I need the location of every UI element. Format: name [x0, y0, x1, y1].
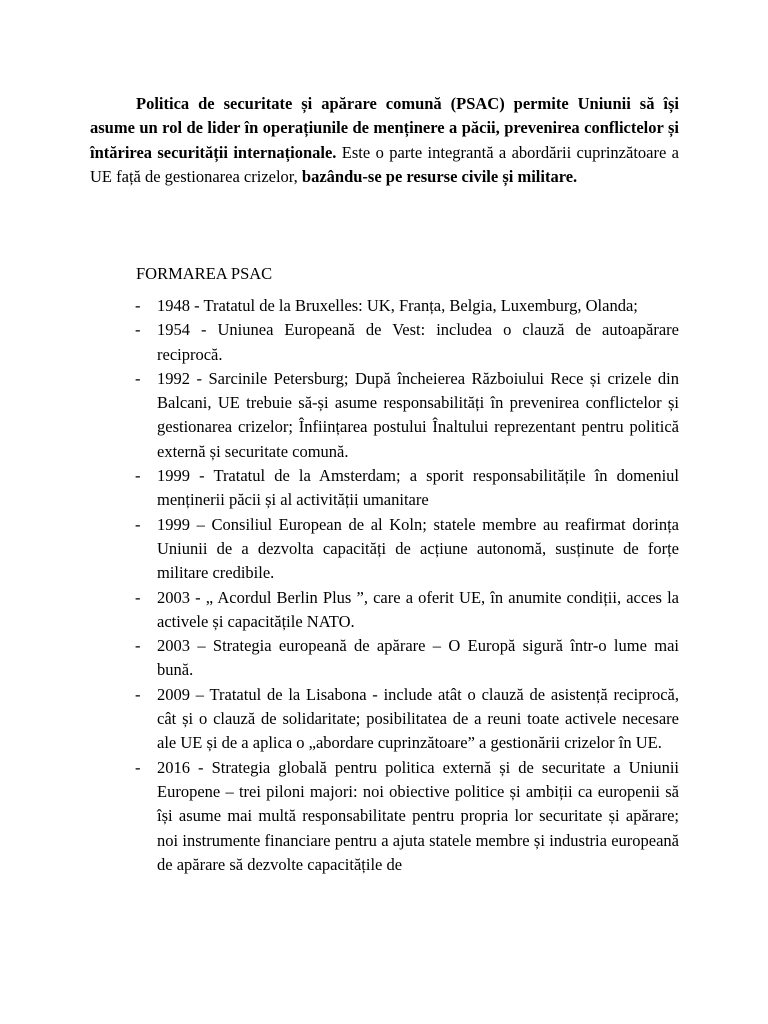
- list-item-text: 1999 - Tratatul de la Amsterdam; a sporit responsabilitățile în domeniul menținerii păcii și al activității umanitare: [157, 466, 679, 510]
- list-item-text: 2016 - Strategia globală pentru politica externă și de securitate a Uniunii Europene – trei piloni majori: noi obiective politice și ambiții ca europenii să își asume mai multă responsabilitate pentru propria lor securitate și apărare; noi instrumente financiare pentru a ajuta statele membre și industria europeană de apărare să dezvolte capacitățile de: [157, 757, 679, 874]
- list-bullet: -: [135, 368, 141, 388]
- intro-paragraph: [90, 92, 679, 189]
- list-bullet: -: [135, 757, 141, 777]
- list-item: [90, 294, 679, 318]
- intro-bold-lead: Politica de securitate și apărare comună (PSAC) permite Uniunii să își asume un rol de lider în operațiunile de menținere a păcii, prevenirea conflictelor și întărirea securității internaționale.: [90, 94, 679, 162]
- list-item: [90, 683, 679, 756]
- list-item-text: 1954 - Uniunea Europeană de Vest: includea o clauză de autoapărare reciprocă.: [157, 320, 679, 364]
- list-bullet: -: [135, 514, 141, 534]
- timeline-list: [90, 294, 679, 877]
- list-bullet: -: [135, 684, 141, 704]
- intro-plain-text: Este o parte integrantă a abordării cuprinzătoare a UE față de gestionarea crizelor,: [90, 142, 679, 186]
- section-heading: FORMAREA PSAC: [136, 264, 273, 283]
- list-bullet: -: [135, 587, 141, 607]
- list-item-text: 1999 – Consiliul European de al Koln; statele membre au reafirmat dorința Uniunii de a dezvolta capacități de acțiune autonomă, susținute de forțe militare credibile.: [157, 514, 679, 583]
- list-item: [90, 586, 679, 635]
- list-bullet: -: [135, 296, 141, 315]
- list-bullet: -: [135, 466, 141, 486]
- list-item: [90, 318, 679, 367]
- list-item-text: 1948 - Tratatul de la Bruxelles: UK, Franța, Belgia, Luxemburg, Olanda;: [157, 296, 638, 315]
- list-item: [90, 756, 679, 877]
- intro-bold-tail: bazându-se pe resurse civile și militare.: [301, 166, 578, 186]
- list-item-text: 2003 - „ Acordul Berlin Plus ”, care a oferit UE, în anumite condiții, acces la activele și capacitățile NATO.: [157, 587, 679, 631]
- list-bullet: -: [135, 320, 141, 340]
- list-item: [90, 367, 679, 464]
- list-item-text: 2009 – Tratatul de la Lisabona - include atât o clauză de asistență reciprocă, cât și o clauză de solidaritate; posibilitatea de a reuni toate activele necesare ale UE și de a aplica o „abordare cuprinzătoare” a gestionării crizelor în UE.: [157, 684, 679, 753]
- list-item: [90, 634, 679, 683]
- list-bullet: -: [135, 636, 141, 656]
- list-item: [90, 513, 679, 586]
- list-item-text: 2003 – Strategia europeană de apărare – O Europă sigură într-o lume mai bună.: [157, 636, 679, 680]
- list-item: [90, 464, 679, 513]
- list-item-text: 1992 - Sarcinile Petersburg; După încheierea Războiului Rece și crizele din Balcani, UE trebuie să-și asume responsabilități în prevenirea conflictelor și gestionarea crizelor; Înființarea postului Înaltului reprezentant pentru politică externă și securitate comună.: [157, 368, 679, 461]
